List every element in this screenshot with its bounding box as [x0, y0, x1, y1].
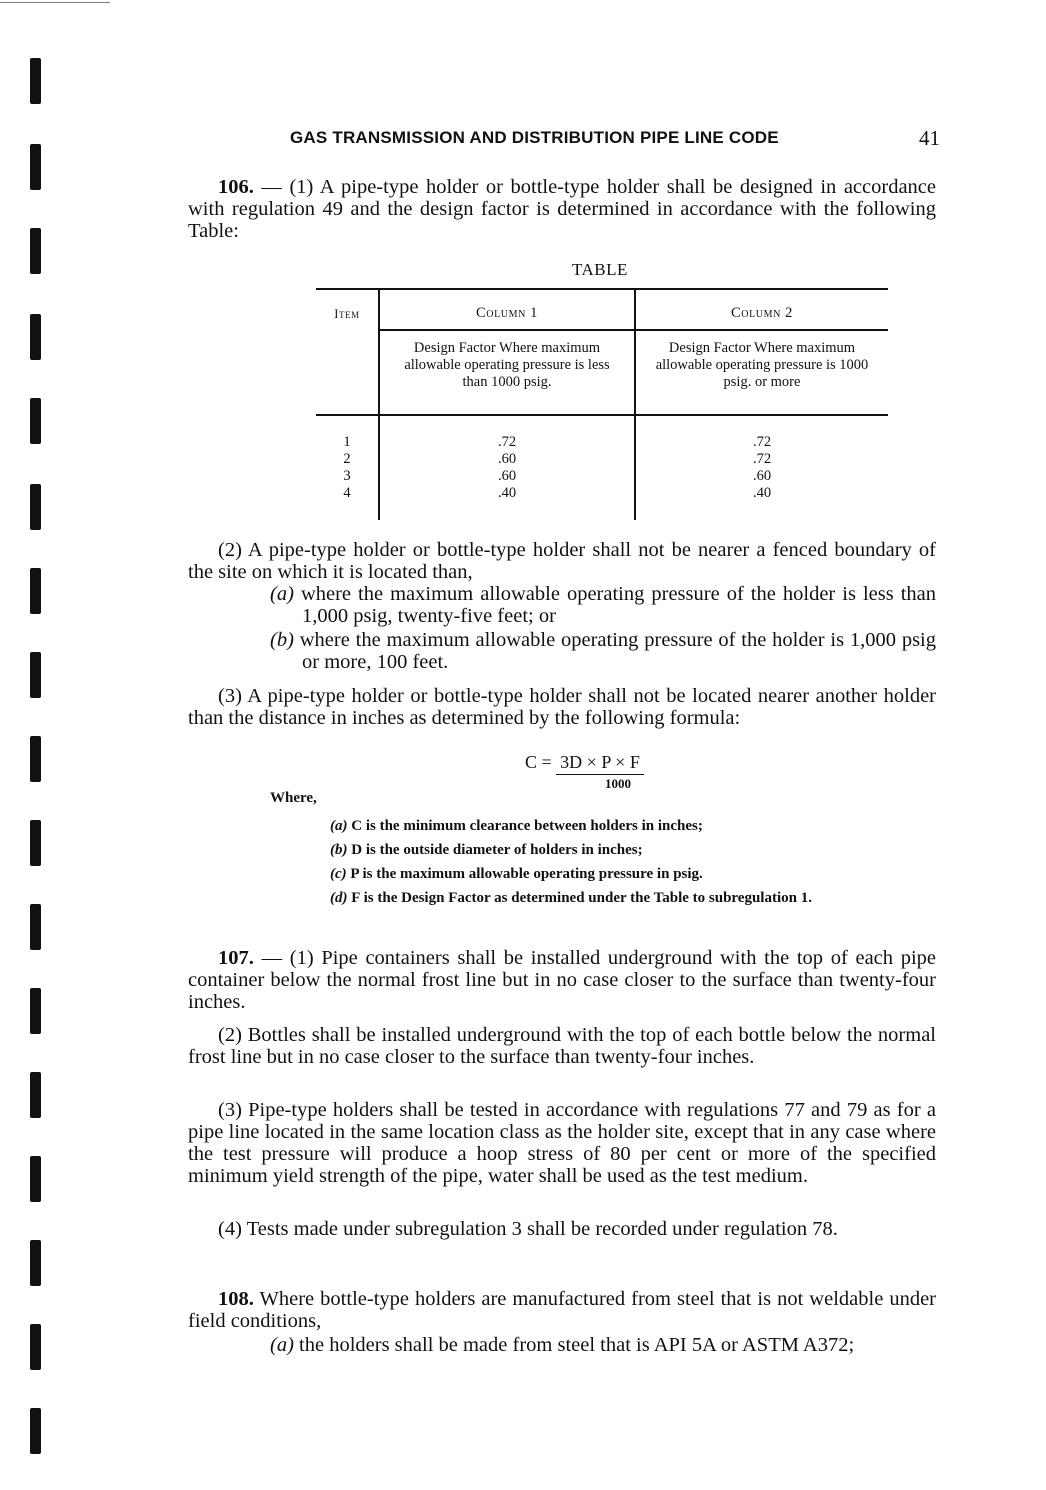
- table-header-item: Item: [334, 307, 360, 321]
- binding-mark: [30, 228, 41, 274]
- para-text: — (1) A pipe-type holder or bottle-type holder shall be designed in accordance with regulation 49 and the design factor is determined in accordance with the following Table:: [188, 176, 936, 242]
- formula-lhs: C =: [525, 752, 552, 772]
- clause-text: the holders shall be made from steel that is API 5A or ASTM A372;: [299, 1334, 855, 1356]
- section-number: 106.: [218, 176, 254, 198]
- formula-definitions: [330, 818, 850, 914]
- binding-mark: [30, 1072, 41, 1118]
- clause-text: where the maximum allowable operating pressure of the holder is less than 1,000 psig, twenty-five feet; or: [300, 583, 937, 627]
- section-106-para-3: (3) A pipe-type holder or bottle-type holder shall not be located nearer another holder than the distance in inches as determined by the following formula:: [188, 685, 936, 729]
- clearance-formula: [525, 752, 644, 791]
- table-item-cell: 4: [343, 485, 351, 501]
- scan-edge-line: [0, 2, 110, 3]
- section-107-para-4: (4) Tests made under subregulation 3 shall be recorded under regulation 78.: [218, 1218, 838, 1240]
- binding-mark: [30, 904, 41, 950]
- section-107-para-2: (2) Bottles shall be installed underground with the top of each bottle below the normal frost line but in no case closer to the surface than twenty-four inches.: [188, 1024, 936, 1068]
- binding-mark: [30, 484, 41, 530]
- definition-item: [330, 866, 850, 883]
- table-rule: [316, 414, 888, 416]
- table-item-cell: 3: [343, 468, 351, 484]
- binding-mark: [30, 1324, 41, 1370]
- section-106-para-2: (2) A pipe-type holder or bottle-type holder shall not be nearer a fenced boundary of the site on which it is located than,: [188, 539, 936, 583]
- header-title: GAS TRANSMISSION AND DISTRIBUTION PIPE LINE CODE: [290, 128, 779, 147]
- section-number: 108.: [218, 1288, 254, 1310]
- binding-mark: [30, 144, 41, 190]
- table-header-column-2: Column 2: [730, 305, 793, 321]
- definition-label: (c): [330, 866, 347, 882]
- clause-label: (a): [270, 1334, 294, 1356]
- section-107-para-3: (3) Pipe-type holders shall be tested in accordance with regulations 77 and 79 as for a pipe line located in the same location class as the holder site, except that in any case where the test pressure will produce a hoop stress of 80 per cent or more of the specified minimum yield strength of the pipe, water shall be used as the test medium.: [188, 1099, 936, 1187]
- section-number: 107.: [218, 947, 254, 969]
- definition-text: F is the Design Factor as determined under the Table to subregulation 1.: [351, 890, 812, 906]
- definition-item: [330, 818, 850, 835]
- binding-mark: [30, 314, 41, 360]
- table-column-1-cell: .60: [497, 451, 517, 467]
- definition-item: [330, 842, 850, 859]
- table-column-1-cell: .60: [497, 468, 517, 484]
- table-column-1-cell: .72: [497, 434, 517, 450]
- section-108-para-1: [188, 1288, 936, 1332]
- binding-mark: [30, 1408, 41, 1454]
- para-text: — (1) Pipe containers shall be installed underground with the top of each pipe container below the normal frost line but in no case closer to the surface than twenty-four inches.: [188, 947, 936, 1013]
- formula-denominator: 1000: [605, 776, 631, 791]
- table-item-cell: 1: [343, 434, 351, 450]
- section-106-para-2b: [270, 629, 936, 673]
- binding-mark: [30, 58, 41, 104]
- definition-text: D is the outside diameter of holders in inches;: [351, 842, 643, 858]
- table-column-2-cell: .60: [752, 468, 772, 484]
- binding-mark: [30, 398, 41, 444]
- definition-label: (a): [330, 818, 348, 834]
- section-106-para-1: [188, 176, 936, 242]
- table-column-2-cell: .72: [752, 434, 772, 450]
- section-106-para-2a: [270, 583, 936, 627]
- binding-mark: [30, 820, 41, 866]
- section-108-para-a: [270, 1334, 936, 1356]
- table-item-cell: 2: [343, 451, 351, 467]
- binding-mark: [30, 1240, 41, 1286]
- definition-text: C is the minimum clearance between holders in inches;: [351, 818, 703, 834]
- definition-label: (b): [330, 842, 348, 858]
- table-column-2-cell: .40: [752, 485, 772, 501]
- binding-mark: [30, 1156, 41, 1202]
- column-1-description: Design Factor Where maximum allowable operating pressure is less than 1000 psig.: [404, 340, 610, 390]
- definition-label: (d): [330, 890, 348, 906]
- clause-label: (a): [270, 583, 294, 605]
- running-header: [290, 128, 940, 154]
- table-column-2-cell: .72: [752, 451, 772, 467]
- table-column-1-cell: .40: [497, 485, 517, 501]
- formula-numerator: 3D × P × F: [556, 752, 644, 775]
- table-rule: [378, 329, 888, 331]
- binding-mark: [30, 568, 41, 614]
- definition-item: [330, 890, 850, 907]
- table-caption: TABLE: [572, 260, 628, 279]
- binding-mark: [30, 988, 41, 1034]
- table-rule: [316, 288, 888, 290]
- binding-mark: [30, 736, 41, 782]
- para-text: Where bottle-type holders are manufactured from steel that is not weldable under field conditions,: [188, 1288, 936, 1332]
- clause-text: where the maximum allowable operating pressure of the holder is 1,000 psig or more, 100 feet.: [299, 629, 937, 673]
- table-header-column-1: Column 1: [475, 305, 538, 321]
- column-2-description: Design Factor Where maximum allowable operating pressure is 1000 psig. or more: [655, 340, 869, 390]
- clause-label: (b): [270, 629, 294, 651]
- section-107-para-1: [188, 947, 936, 1013]
- design-factor-table: [316, 288, 888, 520]
- definition-text: P is the maximum allowable operating pressure in psig.: [350, 866, 703, 882]
- page-number: 41: [919, 126, 940, 150]
- where-label: Where,: [270, 790, 317, 806]
- binding-mark: [30, 652, 41, 698]
